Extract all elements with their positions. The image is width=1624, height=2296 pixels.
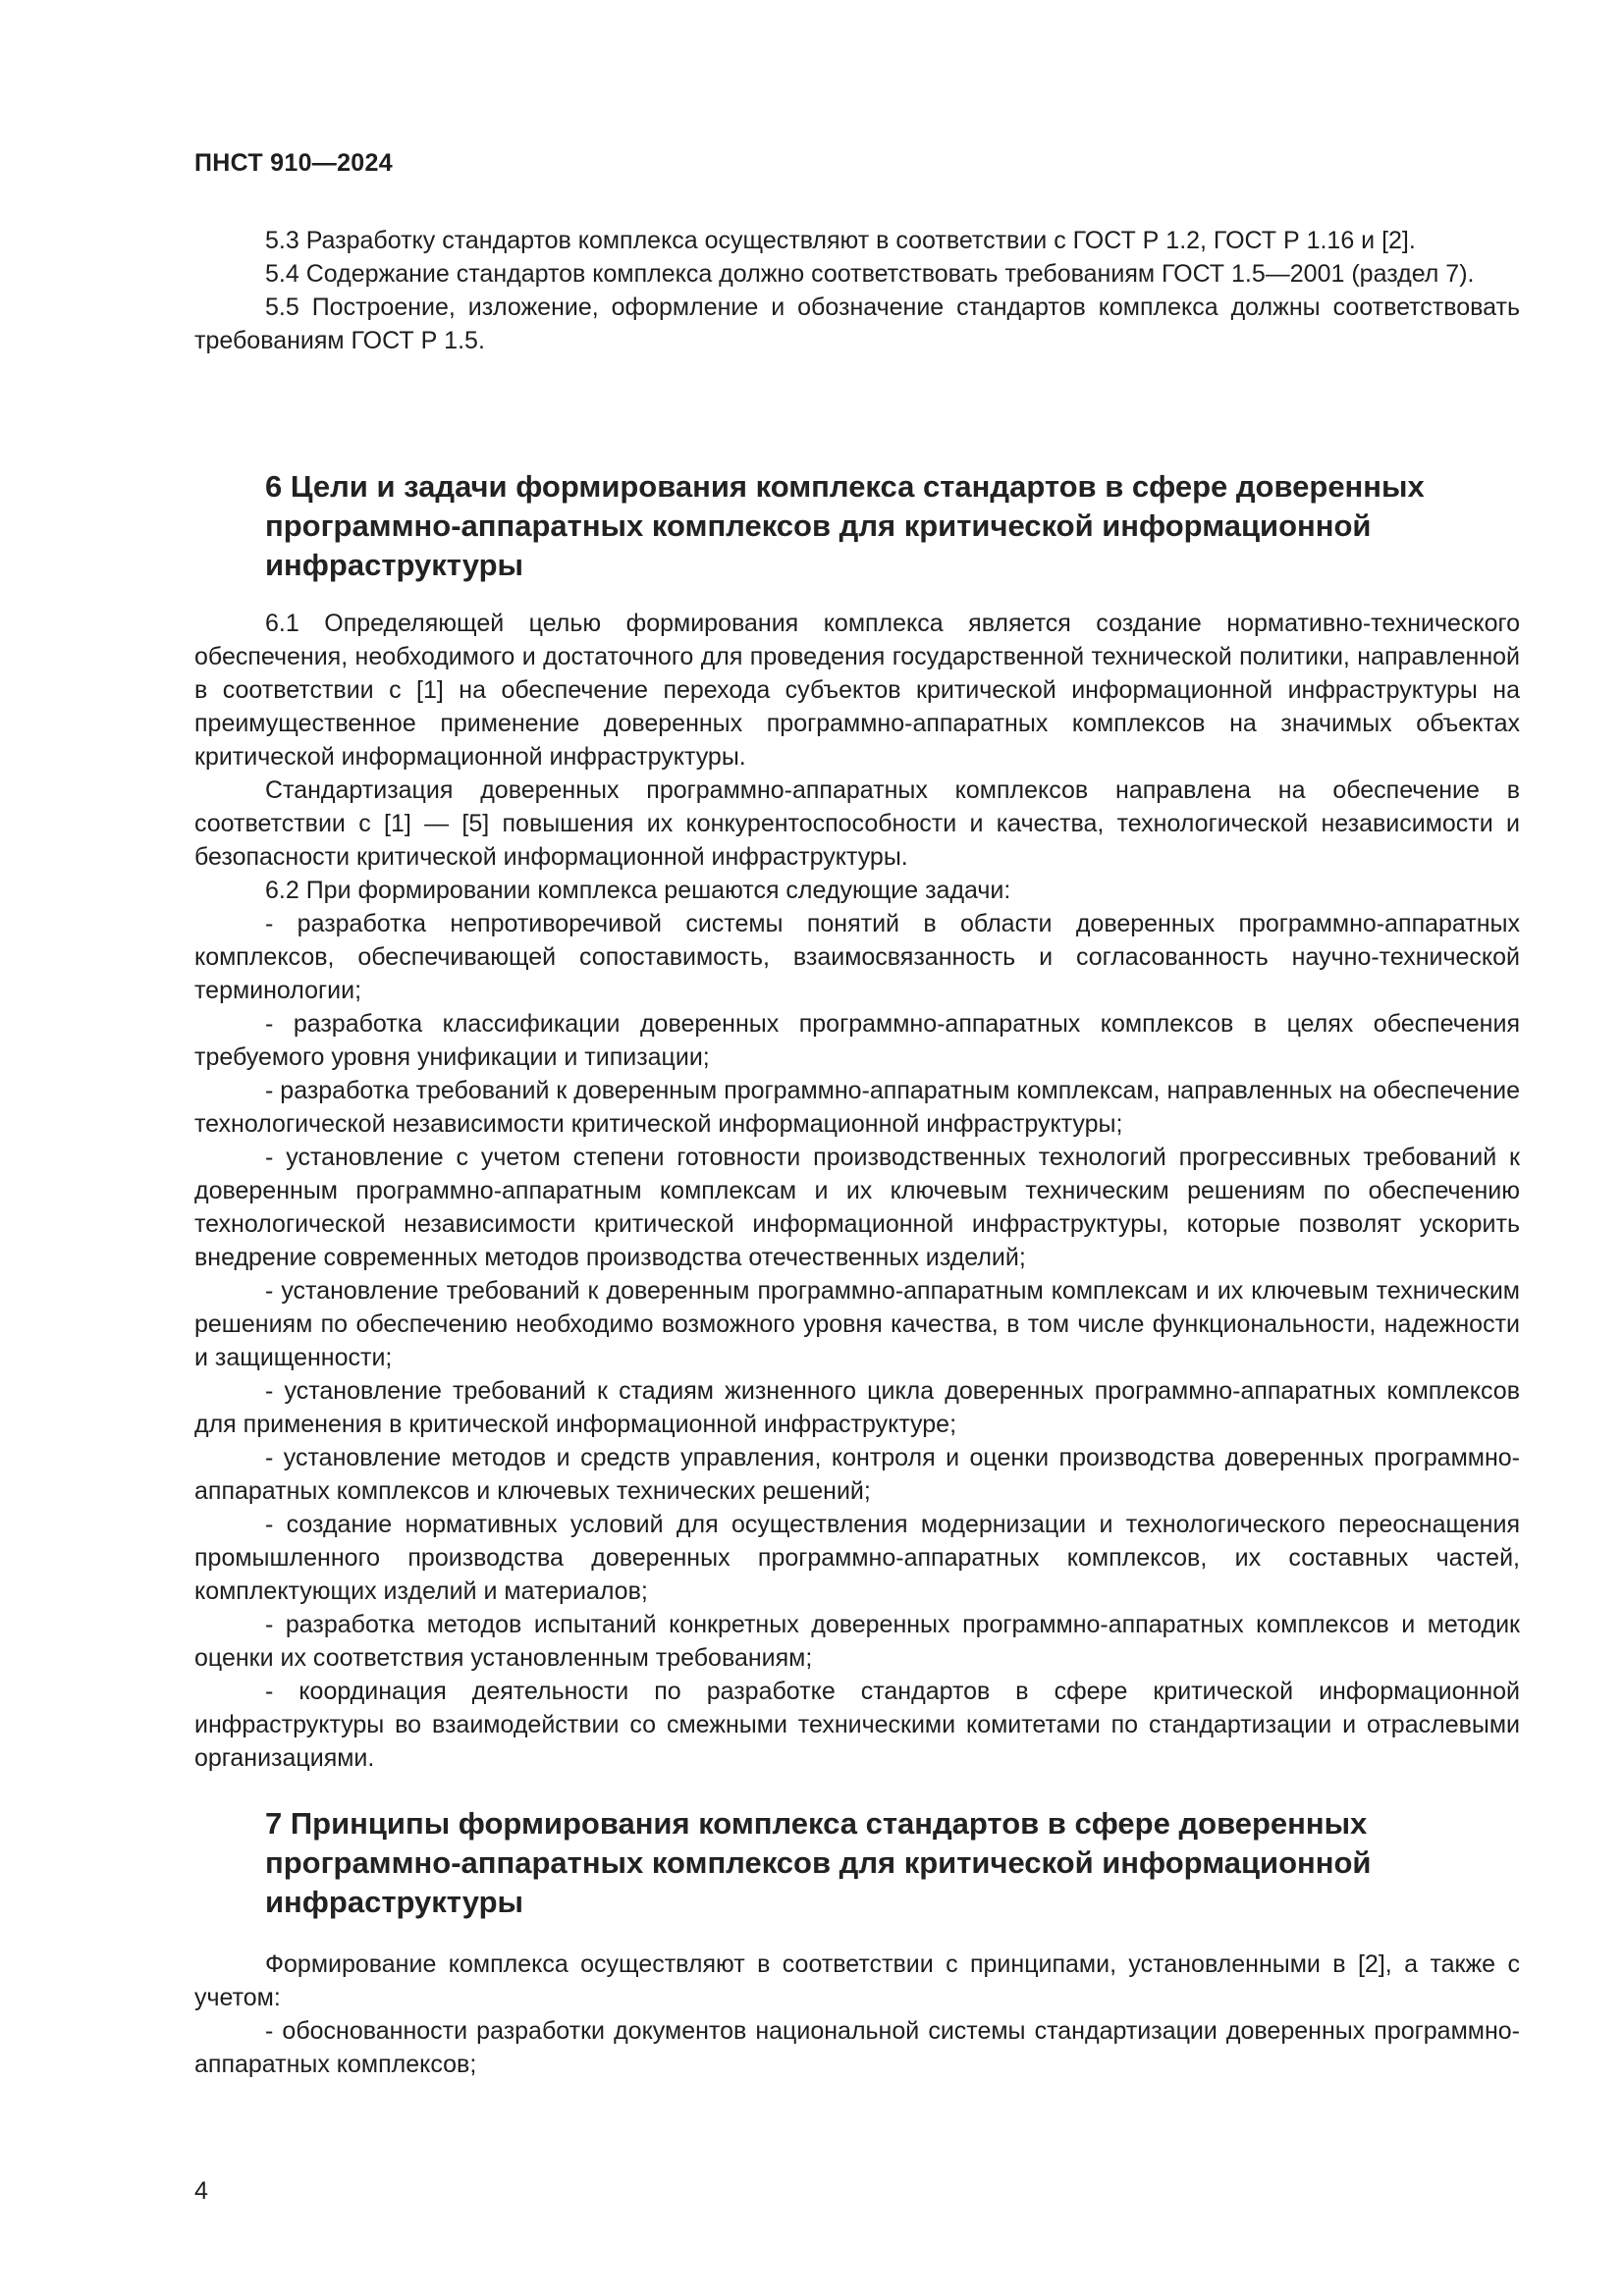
list-item: - обоснованности разработки документов национальной системы стандартизации доверенных программно-аппаратных комплексов; bbox=[194, 2017, 1520, 2078]
list-item: - установление с учетом степени готовности производственных технологий прогрессивных требований к доверенным программно-аппаратным комплексам и их ключевым техническим решениям по обеспечению технологической независимости критической информационной инфраструктуры, которые позволят ускорить внедрение современных методов производства отечественных изделий; bbox=[194, 1144, 1520, 1271]
paragraph-6-1-cont: Стандартизация доверенных программно-аппаратных комплексов направлена на обеспечение в соответствии с [1] — [5] повышения их конкурентоспособности и качества, технологической независимости и безопасности критической информационной инфраструктуры. bbox=[194, 776, 1520, 871]
paragraph-6-1: 6.1 Определяющей целью формирования комплекса является создание нормативно-технического обеспечения, необходимого и достаточного для проведения государственной технической политики, направленной в соответствии с [1] на обеспечение перехода субъектов критической информационной инфраструктуры на преимущественное применение доверенных программно-аппаратных комплексов на значимых объектах критической информационной инфраструктуры. bbox=[194, 610, 1520, 771]
list-item: - разработка методов испытаний конкретных доверенных программно-аппаратных комплексов и методик оценки их соответствия установленным требованиям; bbox=[194, 1611, 1520, 1672]
page-number: 4 bbox=[194, 2177, 208, 2205]
list-item: - разработка непротиворечивой системы понятий в области доверенных программно-аппаратных комплексов, обеспечивающей сопоставимость, взаимосвязанность и согласованность научно-технической терминологии; bbox=[194, 910, 1520, 1004]
section-7-heading: 7 Принципы формирования комплекса стандартов в сфере доверенных программно-аппаратных комплексов для критической информационной инфраструктуры bbox=[265, 1806, 1372, 1919]
paragraph-5-5: 5.5 Построение, изложение, оформление и обозначение стандартов комплекса должны соответствовать требованиям ГОСТ Р 1.5. bbox=[194, 294, 1520, 354]
list-item: - разработка классификации доверенных программно-аппаратных комплексов в целях обеспечения требуемого уровня унификации и типизации; bbox=[194, 1010, 1520, 1071]
section-7-body bbox=[194, 1948, 1520, 2081]
list-item: - установление требований к стадиям жизненного цикла доверенных программно-аппаратных комплексов для применения в критической информационной инфраструктуре; bbox=[194, 1377, 1520, 1438]
paragraph-5-3: 5.3 Разработку стандартов комплекса осуществляют в соответствии с ГОСТ Р 1.2, ГОСТ Р 1.16 и [2]. bbox=[265, 227, 1416, 254]
section-6-heading: 6 Цели и задачи формирования комплекса стандартов в сфере доверенных программно-аппаратных комплексов для критической информационной инфраструктуры bbox=[265, 469, 1425, 582]
list-item: - разработка требований к доверенным программно-аппаратным комплексам, направленных на обеспечение технологической независимости критической информационной инфраструктуры; bbox=[194, 1077, 1520, 1138]
list-item: - координация деятельности по разработке стандартов в сфере критической информационной инфраструктуры во взаимодействии со смежными техническими комитетами по стандартизации и отраслевыми организациями. bbox=[194, 1678, 1520, 1772]
paragraph-5-4: 5.4 Содержание стандартов комплекса должно соответствовать требованиям ГОСТ 1.5—2001 (раздел 7). bbox=[265, 260, 1475, 288]
list-item: - установление методов и средств управления, контроля и оценки производства доверенных программно-аппаратных комплексов и ключевых технических решений; bbox=[194, 1444, 1520, 1505]
document-id-header: ПНСТ 910—2024 bbox=[194, 149, 393, 177]
paragraph-7-intro: Формирование комплекса осуществляют в соответствии с принципами, установленными в [2], а также с учетом: bbox=[194, 1950, 1520, 2011]
paragraph-6-2: 6.2 При формировании комплекса решаются следующие задачи: bbox=[265, 877, 1011, 904]
list-item: - установление требований к доверенным программно-аппаратным комплексам и их ключевым техническим решениям по обеспечению необходимо возможного уровня качества, в том числе функциональности, надежности и защищенности; bbox=[194, 1277, 1520, 1371]
section-6-body bbox=[194, 607, 1520, 1775]
list-item: - создание нормативных условий для осуществления модернизации и технологического переоснащения промышленного производства доверенных программно-аппаратных комплексов, их составных частей, комплектующих изделий и материалов; bbox=[194, 1511, 1520, 1605]
section-5-body bbox=[194, 224, 1520, 357]
